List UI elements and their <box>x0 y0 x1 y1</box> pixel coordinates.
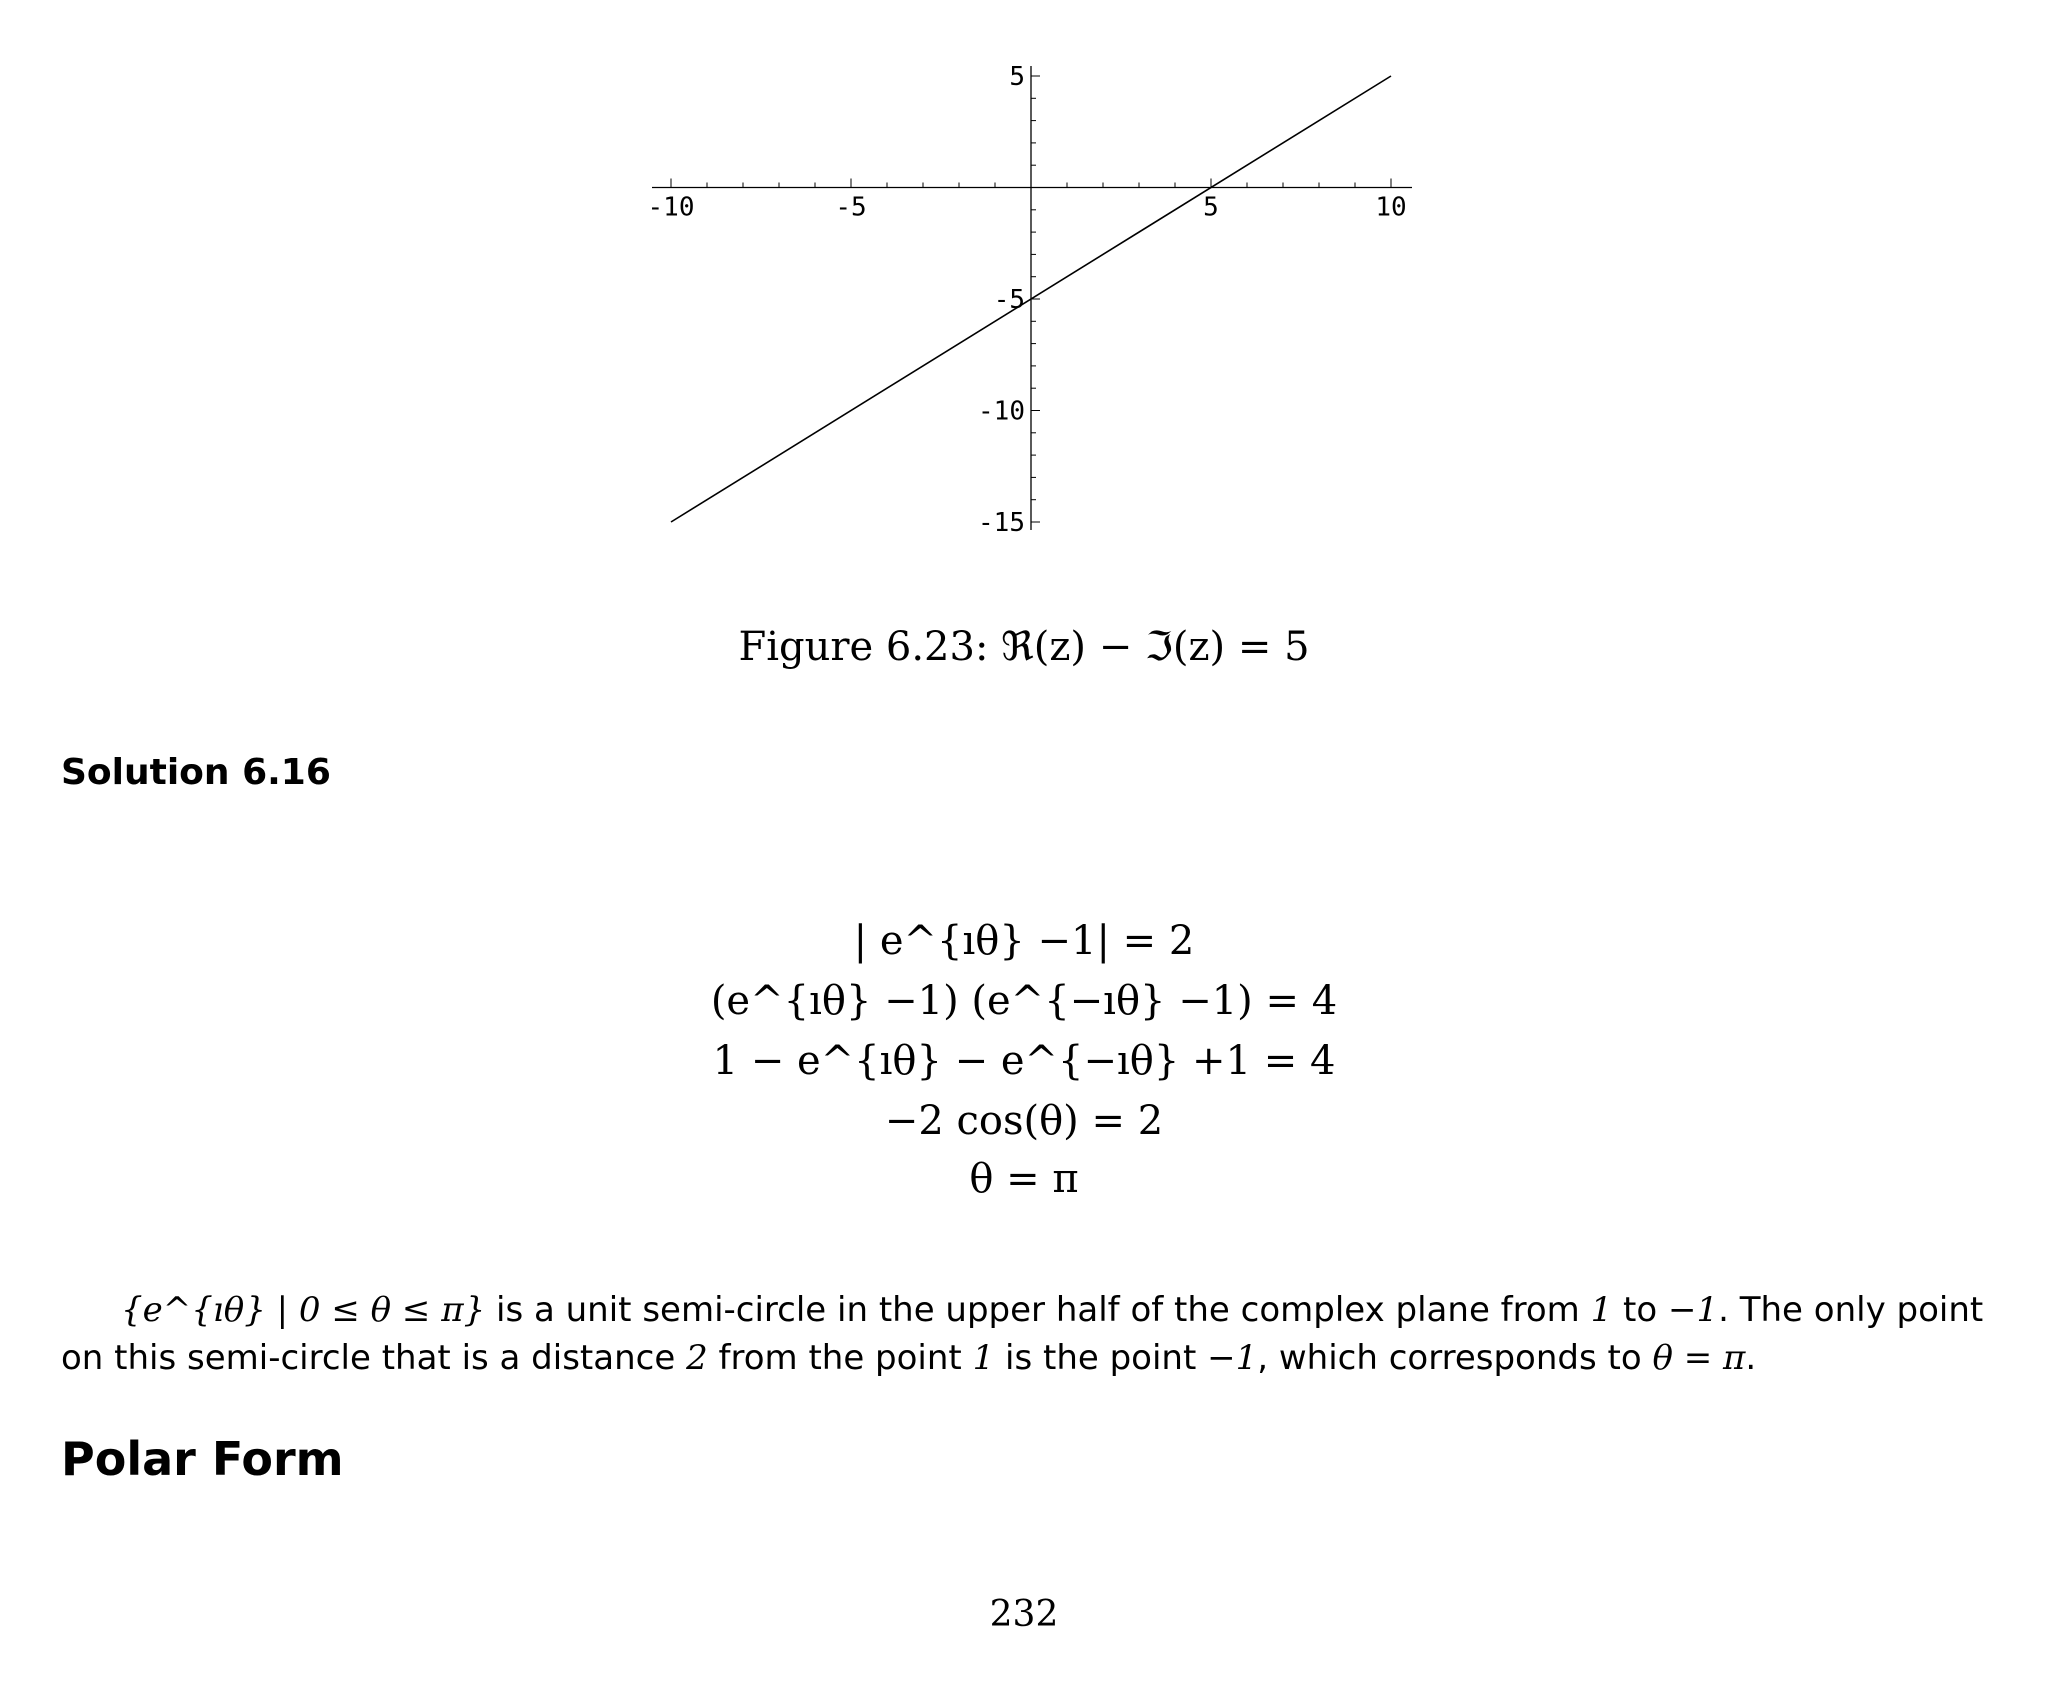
set-notation: {e^{ıθ} | 0 ≤ θ ≤ π} <box>121 1290 486 1330</box>
paragraph-text-4: from the point <box>707 1338 973 1378</box>
caption-prefix: Figure 6.23: <box>738 624 989 670</box>
equation-4: −2 cos(θ) = 2 <box>884 1098 1164 1144</box>
point-value: 1 <box>972 1338 995 1378</box>
paragraph-text-5: is the point <box>994 1338 1208 1378</box>
x-tick-label: 5 <box>1203 192 1219 223</box>
x-tick-label: -5 <box>835 192 867 223</box>
caption-math: ℜ(z) − ℑ(z) = 5 <box>1001 624 1310 670</box>
equation-5: θ = π <box>969 1156 1079 1202</box>
paragraph-text-1: is a unit semi-circle in the upper half of the complex plane from <box>485 1290 1591 1330</box>
y-tick-label: -15 <box>978 508 1025 538</box>
paragraph-text-3: . The only point on this semi-circle that is a distance <box>61 1290 1984 1378</box>
equation-1: | e^{ıθ} −1| = 2 <box>853 918 1195 964</box>
figure-6-23-plot <box>0 0 2048 580</box>
solution-heading: Solution 6.16 <box>61 752 331 793</box>
from-value: 1 <box>1590 1290 1613 1330</box>
x-tick-label: -10 <box>647 192 695 223</box>
to-value: −1 <box>1668 1290 1719 1330</box>
answer-point: −1 <box>1207 1338 1258 1378</box>
paragraph-text-2: to <box>1612 1290 1668 1330</box>
paragraph-text-7: . <box>1745 1338 1757 1378</box>
y-tick-label: -10 <box>978 396 1025 427</box>
solution-paragraph <box>61 1286 1991 1382</box>
y-tick-label: -5 <box>993 285 1025 315</box>
y-tick-label: 5 <box>1009 62 1025 92</box>
x-tick-label: 10 <box>1375 192 1407 223</box>
distance-value: 2 <box>686 1338 708 1378</box>
polar-form-heading: Polar Form <box>61 1432 344 1486</box>
paragraph-text-6: , which corresponds to <box>1257 1338 1653 1378</box>
answer-theta: θ = π <box>1652 1338 1746 1378</box>
equation-2: (e^{ıθ} −1) (e^{−ıθ} −1) = 4 <box>710 978 1338 1024</box>
page-number: 232 <box>989 1594 1059 1635</box>
figure-caption <box>0 624 2048 670</box>
equation-3: 1 − e^{ıθ} − e^{−ıθ} +1 = 4 <box>712 1038 1336 1084</box>
